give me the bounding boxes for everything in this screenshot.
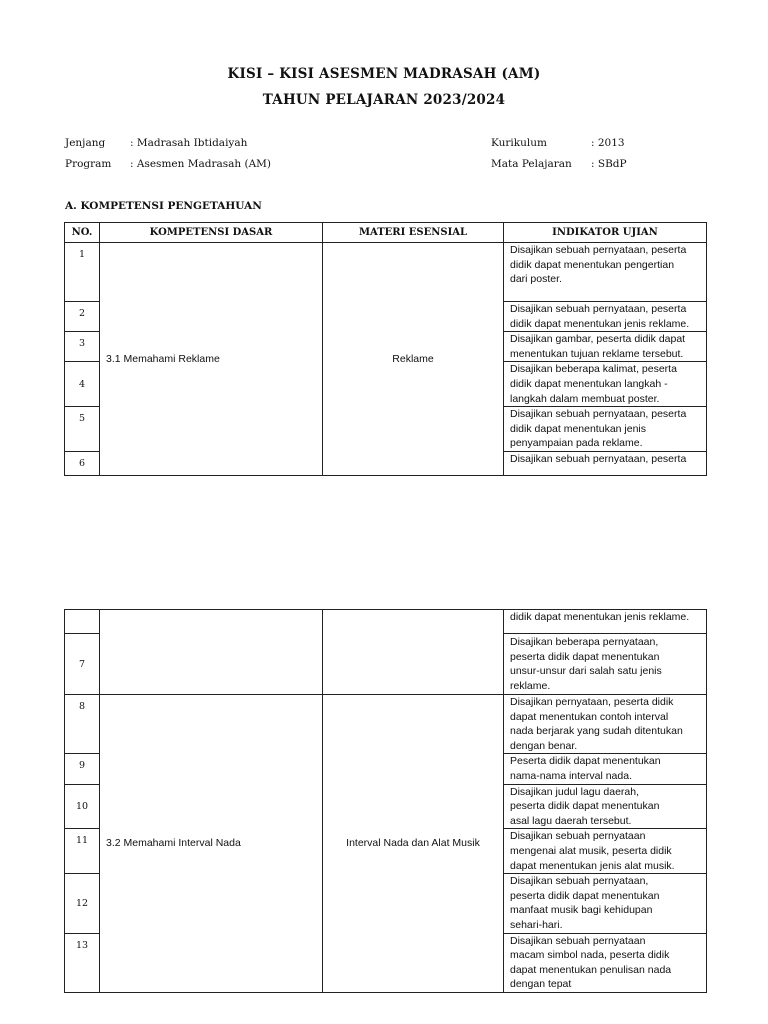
materi-esensial-cell: Reklame — [323, 243, 504, 476]
row-number: 13 — [65, 933, 100, 992]
kompetensi-dasar-cell: 3.1 Memahami Reklame — [100, 243, 323, 476]
row-number: 8 — [65, 695, 100, 754]
row-number: 12 — [65, 874, 100, 933]
program-value: : Asesmen Madrasah (AM) — [130, 158, 272, 170]
header-materi-esensial: MATERI ESENSIAL — [323, 223, 504, 243]
indikator-cell: Disajikan gambar, peserta didik dapat menentukan tujuan reklame tersebut. — [504, 332, 707, 362]
indikator-cell: Disajikan sebuah pernyataan, peserta didik dapat menentukan jenis reklame. — [504, 302, 707, 332]
indikator-cell: Disajikan sebuah pernyataan, peserta — [504, 452, 707, 476]
row-number: 9 — [65, 754, 100, 784]
kompetensi-dasar-cell-continued — [100, 610, 323, 695]
indikator-cell: Disajikan beberapa kalimat, peserta didik dapat menentukan langkah - langkah dalam membuat poster. — [504, 362, 707, 407]
header-kompetensi-dasar: KOMPETENSI DASAR — [100, 223, 323, 243]
table-row — [65, 243, 707, 302]
row-number: 10 — [65, 784, 100, 829]
table-row — [65, 695, 707, 754]
materi-esensial-cell-continued — [323, 610, 504, 695]
indikator-cell: Peserta didik dapat menentukan nama-nama interval nada. — [504, 754, 707, 784]
indikator-cell: Disajikan sebuah pernyataan, peserta didik dapat menentukan manfaat musik bagi kehidupan sehari-hari. — [504, 874, 707, 933]
row-number: 5 — [65, 407, 100, 452]
materi-esensial-cell: Interval Nada dan Alat Musik — [323, 695, 504, 993]
program-label: Program — [65, 158, 112, 170]
mapel-value: : SBdP — [591, 158, 627, 170]
mapel-label: Mata Pelajaran — [491, 158, 572, 170]
row-number: 3 — [65, 332, 100, 362]
row-number: 4 — [65, 362, 100, 407]
indikator-cell: Disajikan judul lagu daerah, peserta didik dapat menentukan asal lagu daerah tersebut. — [504, 784, 707, 829]
indikator-cell-continued: didik dapat menentukan jenis reklame. — [504, 610, 707, 634]
kisi-table-2 — [64, 609, 707, 993]
section-heading: A. KOMPETENSI PENGETAHUAN — [65, 200, 262, 212]
header-indikator-ujian: INDIKATOR UJIAN — [504, 223, 707, 243]
kompetensi-dasar-cell: 3.2 Memahami Interval Nada — [100, 695, 323, 993]
indikator-cell: Disajikan sebuah pernyataan, peserta didik dapat menentukan pengertian dari poster. — [504, 243, 707, 302]
row-number: 6 — [65, 452, 100, 476]
indikator-cell: Disajikan beberapa pernyataan, peserta didik dapat menentukan unsur-unsur dari salah satu jenis reklame. — [504, 634, 707, 695]
kurikulum-value: : 2013 — [591, 137, 625, 149]
row-number: 7 — [65, 634, 100, 695]
table-header-row — [65, 223, 707, 243]
document-subtitle: TAHUN PELAJARAN 2023/2024 — [262, 92, 506, 108]
kurikulum-label: Kurikulum — [491, 137, 547, 149]
row-number: 2 — [65, 302, 100, 332]
header-no: NO. — [65, 223, 100, 243]
table-row-continued — [65, 610, 707, 634]
indikator-cell: Disajikan sebuah pernyataan mengenai alat musik, peserta didik dapat menentukan jenis alat musik. — [504, 829, 707, 874]
indikator-cell: Disajikan pernyataan, peserta didik dapat menentukan contoh interval nada berjarak yang sudah ditentukan dengan benar. — [504, 695, 707, 754]
indikator-cell: Disajikan sebuah pernyataan macam simbol nada, peserta didik dapat menentukan penulisan nada dengan tepat — [504, 933, 707, 992]
document-title: KISI – KISI ASESMEN MADRASAH (AM) — [227, 66, 541, 82]
row-number: 1 — [65, 243, 100, 302]
indikator-cell: Disajikan sebuah pernyataan, peserta didik dapat menentukan jenis penyampaian pada reklame. — [504, 407, 707, 452]
jenjang-label: Jenjang — [65, 137, 106, 149]
kisi-table-1 — [64, 222, 707, 476]
row-number: 11 — [65, 829, 100, 874]
row-number-empty — [65, 610, 100, 634]
jenjang-value: : Madrasah Ibtidaiyah — [130, 137, 248, 149]
